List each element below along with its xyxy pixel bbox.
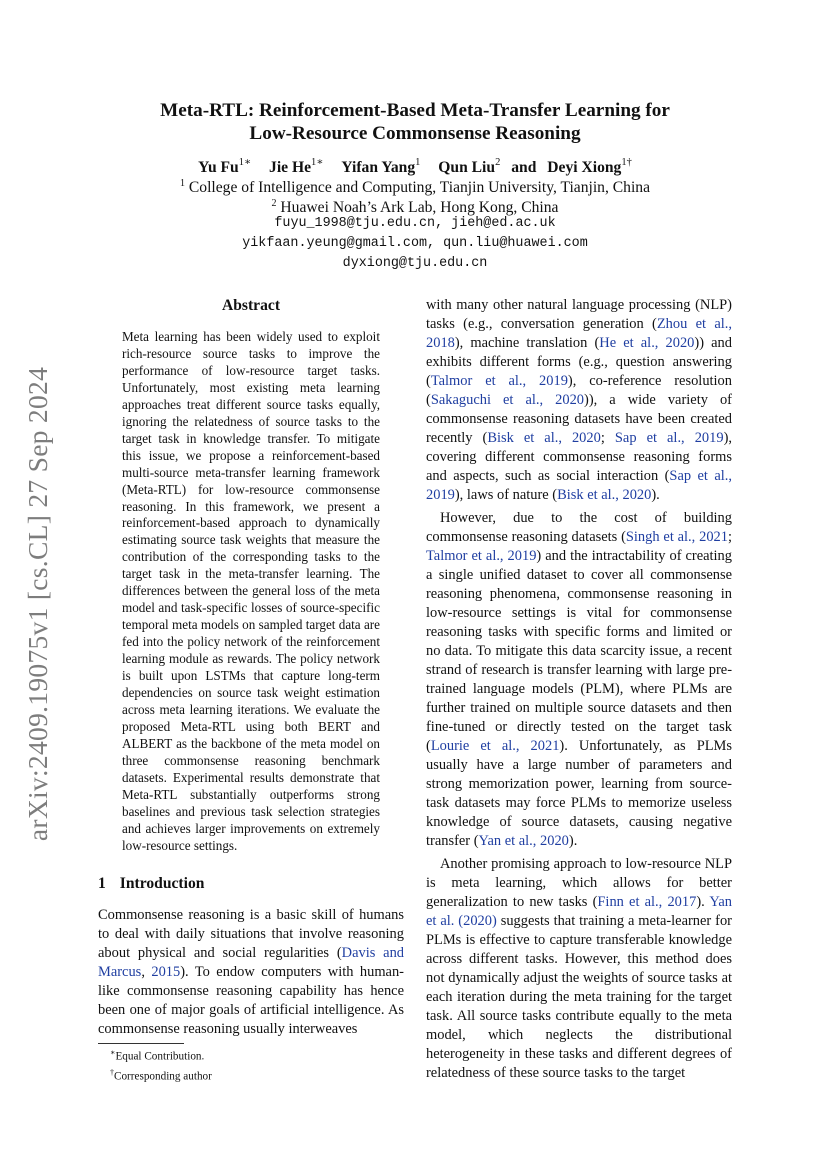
author: Yifan Yang$^1$: [341, 157, 421, 177]
title-line-1: Meta-RTL: Reinforcement-Based Meta-Transfer Learning for: [160, 100, 670, 121]
author: Yu $Fu^{1∗}$: [198, 157, 252, 177]
paper-title: [100, 99, 730, 145]
citation-link[interactable]: Zhou et al., 2018: [426, 316, 732, 351]
section-heading: [98, 875, 204, 893]
section-number: 1: [98, 875, 106, 892]
section-title: Introduction: [119, 875, 205, 892]
title-line-2: Low-Resource Commonsense Reasoning: [249, 123, 581, 144]
arxiv-stamp: [18, 354, 58, 854]
citation-link[interactable]: Davis and Marcus: [98, 945, 405, 980]
affiliation: $^2$ Huawei Noah’s Ark Lab, Hong Kong, China: [271, 198, 559, 217]
email-line[interactable]: dyxiong@tju.edu.cn: [342, 256, 488, 271]
footnote: †Corresponding author: [110, 1067, 212, 1083]
body-paragraph: Another promising approach to low-resource NLP is meta learning, which allows for better generalization to new tasks (Finn et al., 2017). Yan et al. (2020) suggests that training a meta-learner for PLMs is effective to capture transferable knowledge across different tasks. However, this method does not dynamically adjust the weights of source tasks at each iteration during the meta training for the target task. All source tasks contribute equally to the meta model, which neglects the distributional heterogeneity in these tasks and different degrees of relatedness of these source tasks to the target: [426, 856, 732, 1081]
footnote: ∗Equal Contribution.: [110, 1048, 205, 1063]
citation-link[interactable]: Talmor et al., 2019: [430, 373, 568, 389]
citation-link[interactable]: Singh et al., 2021: [625, 529, 728, 545]
citation-link[interactable]: Finn et al., 2017: [597, 894, 697, 910]
affiliation: $^1$ College of Intelligence and Computing, Tianjin University, Tianjin, China: [179, 178, 651, 197]
citation-link[interactable]: Lourie et al., 2021: [430, 738, 560, 754]
author-conjunction: and: [511, 159, 537, 177]
body-paragraph: However, due to the cost of building commonsense reasoning datasets (Singh et al., 2021; Talmor et al., 2019) and the intractability of creating a single unified dataset to cover all commonsense reasoning phenomena, commonsense reasoning in low-resource settings is vital for commonsense reasoning tasks with specific forms and limited or no data. To mitigate this data scarcity issue, a recent strand of research is transfer learning with large pre-trained language models (PLM), where PLMs are further trained on multiple source datasets and then fine-tuned or directly tested on the target task (Lourie et al., 2021). Unfortunately, as PLMs usually have a large number of parameters and strong memorization power, learning from source-task datasets may force PLMs to memorize useless knowledge of source datasets, causing negative transfer (Yan et al., 2020).: [426, 510, 733, 849]
arxiv-stamp-text: arXiv:2409.19075v1 [cs.CL] 27 Sep 2024: [22, 366, 53, 842]
citation-link[interactable]: Yan et al., 2020: [478, 833, 569, 849]
citation-link[interactable]: Sap et al., 2019: [426, 468, 732, 503]
citation-link[interactable]: Sap et al., 2019: [614, 430, 724, 446]
citation-link[interactable]: He et al., 2020: [599, 335, 695, 351]
citation-link[interactable]: Sakaguchi et al., 2020: [430, 392, 585, 408]
email-line[interactable]: fuyu_1998@tju.edu.cn, jieh@ed.ac.uk: [274, 216, 556, 231]
author: Jie $He^{1∗}$: [269, 157, 324, 177]
citation-link[interactable]: Bisk et al., 2020: [557, 487, 652, 503]
body-paragraph: with many other natural language processing (NLP) tasks (e.g., conversation generation (Zhou et al., 2018), machine translation (He et al., 2020)) and exhibits different forms (e.g., question answering (Talmor et al., 2019), co-reference resolution (Sakaguchi et al., 2020)), a wide variety of commonsense reasoning datasets have been created recently (Bisk et al., 2020; Sap et al., 2019), covering different commonsense reasoning forms and aspects, such as social interaction (Sap et al., 2019), laws of nature (Bisk et al., 2020).: [426, 297, 732, 503]
citation-link[interactable]: Bisk et al., 2020: [487, 430, 601, 446]
author: Qun Liu$^2$: [438, 157, 501, 177]
abstract-heading: Abstract: [221, 297, 281, 314]
footnote-rule: [98, 1043, 184, 1044]
footnotes: [110, 1045, 212, 1084]
right-column: [426, 296, 732, 1087]
intro-paragraph: Commonsense reasoning is a basic skill of humans to deal with daily situations that involve reasoning about physical and social regularities (Davis and Marcus, 2015). To endow computers with human-like commonsense reasoning capability has hence been one of major goals of artificial intelligence. As commonsense reasoning usually interweaves: [98, 907, 405, 1037]
email-line[interactable]: yikfaan.yeung@gmail.com, qun.liu@huawei.com: [242, 236, 588, 251]
abstract-body: Meta learning has been widely used to exploit rich-resource source tasks to improve the performance of low-resource target tasks. Unfortunately, most existing meta learning approaches treat different source tasks equally, ignoring the relatedness of source tasks to the target task in knowledge transfer. To mitigate this issue, we propose a reinforcement-based multi-source meta-transfer learning framework (Meta-RTL) for low-resource commonsense reasoning. In this framework, we present a reinforcement-based approach to dynamically estimating source task weights that measure the contribution of the corresponding tasks to the target task in the meta-transfer learning. The differences between the general loss of the meta model and task-specific losses of source-specific temporal meta models on sampled target data are fed into the policy network of the reinforcement learning module as rewards. The policy network is built upon LSTMs that capture long-term dependencies on source task weight estimation across meta learning iterations. We evaluate the proposed Meta-RTL using both BERT and ALBERT as the backbone of the meta model on three commonsense reasoning benchmark datasets. Experimental results demonstrate that Meta-RTL substantially outperforms strong baselines and previous task selection strategies and achieves larger improvements on extremely low-resource settings.: [122, 329, 380, 853]
citation-link[interactable]: Yan et al. (2020): [426, 894, 732, 929]
author: Deyi Xiong$^{1\dagger}$: [547, 157, 632, 177]
citation-link[interactable]: Talmor et al., 2019: [426, 548, 537, 564]
citation-link[interactable]: 2015: [151, 964, 181, 980]
